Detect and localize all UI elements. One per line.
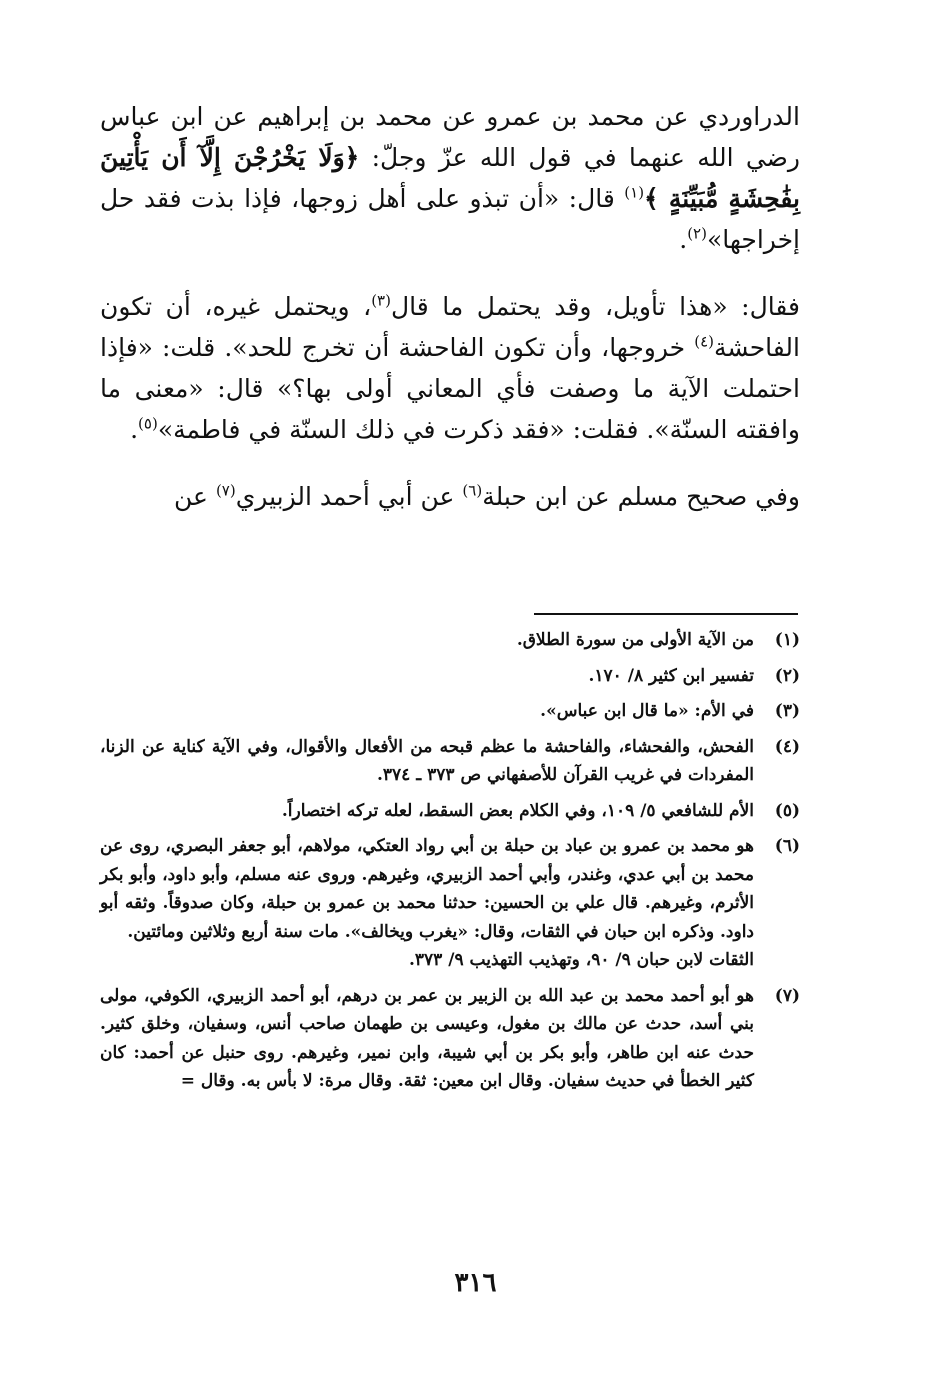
footnote-4 [100, 733, 800, 790]
footnote-text: من الآية الأولى من سورة الطلاق. [516, 630, 754, 650]
footnote-1 [100, 626, 800, 655]
footnotes [100, 626, 800, 1103]
footnote-ref-7[interactable]: (٧) [215, 481, 236, 500]
footnote-text: هو محمد بن عمرو بن عباد بن حبلة بن أبي رواد العتكي، مولاهم، أبو جعفر البصري، روى عن محمد بن أبي عدي، وغندر، وأبي أحمد الزبيري، وغيرهم. وروى عنه مسلم، وأبو داود، وأبو بكر الأثرم، وغيرهم. قال علي بن الحسين: حدثنا محمد بن عمرو بن حبلة، وكان صدوقاً. وثقه أبو داود. وذكره ابن حبان في الثقات، وقال: «يغرب ويخالف». مات سنة أربع وثلاثين ومائتين. [100, 836, 754, 942]
footnote-6 [100, 832, 800, 975]
paragraph-3 [100, 476, 800, 517]
paragraph-2-text-b: ، ويحتمل غيره، أن تكون الفاحشة [100, 292, 800, 362]
paragraph-2-text-a: فقال: «هذا تأويل، وقد يحتمل ما قال [390, 292, 800, 321]
paragraph-2-text-d: . [130, 415, 139, 444]
footnote-ref-2[interactable]: (٢) [687, 224, 707, 243]
footnote-number: (٢) [774, 665, 800, 686]
footnote-ref-4[interactable]: (٤) [694, 332, 714, 351]
footnote-ref-3[interactable]: (٣) [371, 291, 391, 310]
footnote-ref-5[interactable]: (٥) [138, 414, 158, 433]
main-text [100, 96, 800, 517]
paragraph-3-text-c: عن [174, 482, 216, 511]
paragraph-3-text-a: وفي صحيح مسلم عن ابن حبلة [482, 482, 800, 511]
paragraph-2-text-c: خروجها، وأن تكون الفاحشة أن تخرج للحد». قلت: «فإذا احتملت الآية ما وصفت فأي المعاني أولى بها؟» قال: «معنى ما وافقته السنّة». فقلت: «فقد ذكرت في ذلك السنّة في فاطمة» [100, 333, 800, 444]
footnote-number: (٥) [774, 800, 800, 821]
footnote-text: في الأم: «ما قال ابن عباس». [540, 701, 754, 721]
footnote-7 [100, 982, 800, 1096]
page-number: ٣١٦ [454, 1268, 497, 1298]
footnote-number: (١) [774, 630, 800, 650]
paragraph-1-text-c: . [679, 225, 688, 254]
footnote-text: الأم للشافعي ٥/ ١٠٩، وفي الكلام بعض السقط، لعله تركه اختصاراً. [281, 800, 754, 821]
footnote-text: هو أبو أحمد محمد بن عبد الله بن الزبير بن عمر بن درهم، أبو أحمد الزبيري، الكوفي، مولى بني أسد، حدث عن مالك بن مغول، وعيسى بن طهمان صاحب أنس، وسفيان، وخلق كثير. حدث عنه ابن طاهر، وأبو بكر بن أبي شيبة، وابن نمير، وغيرهم. روى حنبل عن أحمد: كان كثير الخطأ في حديث سفيان. وقال ابن معين: ثقة. وقال مرة: لا بأس به. وقال = [100, 985, 755, 1091]
paragraph-3-text-b: عن أبي أحمد الزبيري [235, 482, 463, 511]
footnote-text: تفسير ابن كثير ٨/ ١٧٠. [588, 665, 754, 686]
footnote-6-sources: الثقات لابن حبان ٩/ ٩٠، وتهذيب التهذيب ٩/ ٣٧٣. [409, 950, 754, 970]
footnote-6-body [100, 832, 754, 975]
footnote-number: (٣) [774, 701, 800, 721]
footnote-text: الفحش، والفحشاء، والفاحشة ما عظم قبحه من الأفعال والأقوال، وفي الآية كناية عن الزنا، المفردات في غريب القرآن للأصفهاني ص ٣٧٣ ـ ٣٧٤. [100, 736, 754, 785]
footnote-number: (٧) [774, 985, 800, 1006]
footnote-5 [100, 797, 800, 826]
paragraph-1-text-a: الدراوردي عن محمد بن عمرو عن محمد بن إبراهيم عن ابن عباس رضي الله عنهما في قول الله عزّ وجلّ: [100, 102, 800, 172]
quran-verse: ﴿وَلَا يَخْرُجْنَ إِلَّآ أَن يَأْتِينَ بِفَٰحِشَةٍ مُّبَيِّنَةٍ ﴾ [100, 143, 800, 213]
paragraph-2 [100, 286, 800, 450]
paragraph-1-text-b: قال: «أن تبذو على أهل زوجها، فإذا بذت فقد حل إخراجها» [100, 184, 800, 254]
footnote-ref-1[interactable]: (١) [624, 183, 645, 202]
footnote-ref-6[interactable]: (٦) [462, 481, 483, 500]
footnote-number: (٦) [774, 836, 800, 856]
paragraph-1 [100, 96, 800, 260]
footnote-separator [534, 613, 798, 615]
footnote-number: (٤) [774, 736, 800, 757]
footnote-2 [100, 662, 800, 691]
footnote-3 [100, 697, 800, 726]
